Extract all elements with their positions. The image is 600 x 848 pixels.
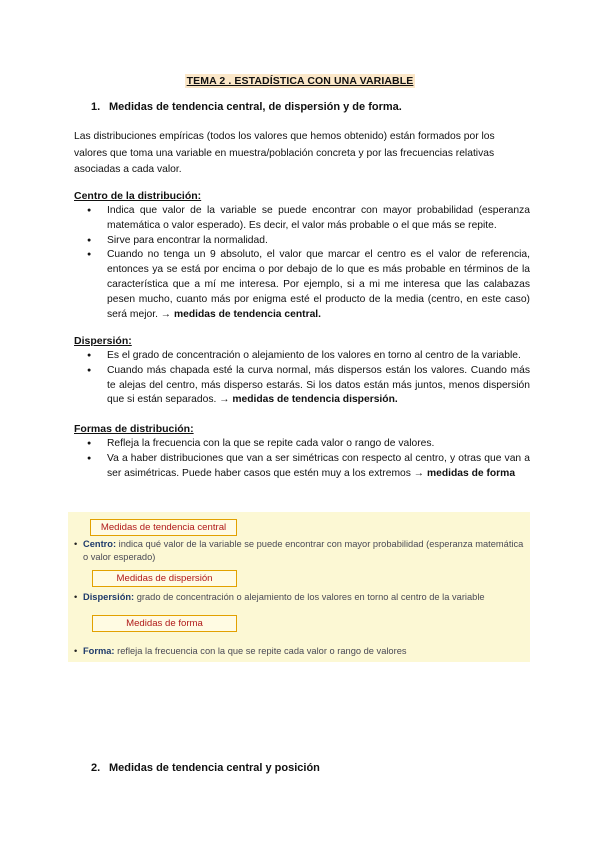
summary-line-text (74, 645, 528, 658)
list-item-bold: medidas de tendencia central. (173, 308, 322, 320)
summary-box-central: Medidas de tendencia central (90, 519, 237, 536)
dispersion-heading: Dispersión: (74, 335, 132, 347)
summary-text-centro: indica qué valor de la variable se puede encontrar con mayor probabilidad (esperanza matemática o valor esperado) (83, 539, 524, 562)
list-item: ● Sirve para encontrar la normalidad. (74, 234, 530, 249)
dispersion-list (74, 349, 530, 408)
list-item: ● Es el grado de concentración o alejamiento de los valores en torno al centro de la variable. (74, 349, 530, 364)
bullet-icon: • (74, 592, 78, 602)
list-item-text: Cuando más chapada esté la curva normal, más dispersos están los valores. Cuando más te alejas del centro, más disperso estarás. Si los datos están más juntos, menos dispersión que si están separados. → (107, 364, 530, 406)
intro-paragraph: Las distribuciones empíricas (todos los valores que hemos obtenido) están formados por los valores que toma una variable en muestra/población concreta y por las frecuencias relativas asociadas a cada valor. (74, 131, 495, 175)
summary-box-dispersion: Medidas de dispersión (92, 570, 237, 587)
section-1-title: Medidas de tendencia central, de dispersión y de forma. (109, 101, 402, 113)
list-item (74, 364, 530, 408)
summary-line-text (74, 538, 528, 564)
formas-list (74, 437, 530, 481)
section-1-heading (91, 101, 402, 113)
list-item-bold: medidas de tendencia dispersión. (232, 394, 398, 406)
section-2-number: 2. (91, 762, 101, 774)
summary-box-forma: Medidas de forma (92, 615, 237, 632)
list-item-bold: medidas de forma (426, 467, 516, 479)
summary-line-dispersion (74, 591, 528, 604)
bullet-icon: • (74, 539, 78, 549)
summary-line-centro (74, 538, 528, 564)
section-1-number: 1. (91, 101, 101, 113)
centro-list (74, 204, 530, 322)
summary-line-forma (74, 645, 528, 658)
formas-heading: Formas de distribución: (74, 423, 194, 435)
section-2-title: Medidas de tendencia central y posición (109, 762, 320, 774)
list-item-text: Cuando no tenga un 9 absoluto, el valor que marcar el centro es el valor de referencia, entonces ya se está por encima o por debajo de lo que es más probable en términos de la característica que a mí me interesa. Por ejemplo, si a mi me interesa que las calabazas pesen mucho, cuanto más por enigma esté el producto de la media (centro, en este caso) será mejor. → (107, 249, 530, 320)
summary-line-text (74, 591, 528, 604)
summary-label-forma: Forma: (83, 646, 115, 656)
bullet-icon: • (74, 646, 78, 656)
section-2-heading (91, 762, 320, 774)
summary-text-forma: refleja la frecuencia con la que se repite cada valor o rango de valores (114, 646, 407, 656)
list-item: ● Refleja la frecuencia con la que se repite cada valor o rango de valores. (74, 437, 530, 452)
list-item (74, 248, 530, 322)
summary-label-centro: Centro: (83, 539, 117, 549)
list-item: ● Indica que valor de la variable se puede encontrar con mayor probabilidad (esperanza matemática o valor esperado). Es decir, el valor más probable o el que más se repite. (74, 204, 530, 234)
list-item (74, 452, 530, 482)
page-title (0, 71, 600, 89)
summary-label-dispersion: Dispersión: (83, 592, 135, 602)
list-item-text: Va a haber distribuciones que van a ser simétricas con respecto al centro, y otras que van a ser asimétricas. Puede haber casos que estén muy a los extremos → (107, 452, 530, 479)
summary-text-dispersion: grado de concentración o alejamiento de los valores en torno al centro de la variable (134, 592, 485, 602)
page-title-text: TEMA 2 . ESTADÍSTICA CON UNA VARIABLE (186, 75, 414, 87)
centro-heading: Centro de la distribución: (74, 190, 202, 202)
